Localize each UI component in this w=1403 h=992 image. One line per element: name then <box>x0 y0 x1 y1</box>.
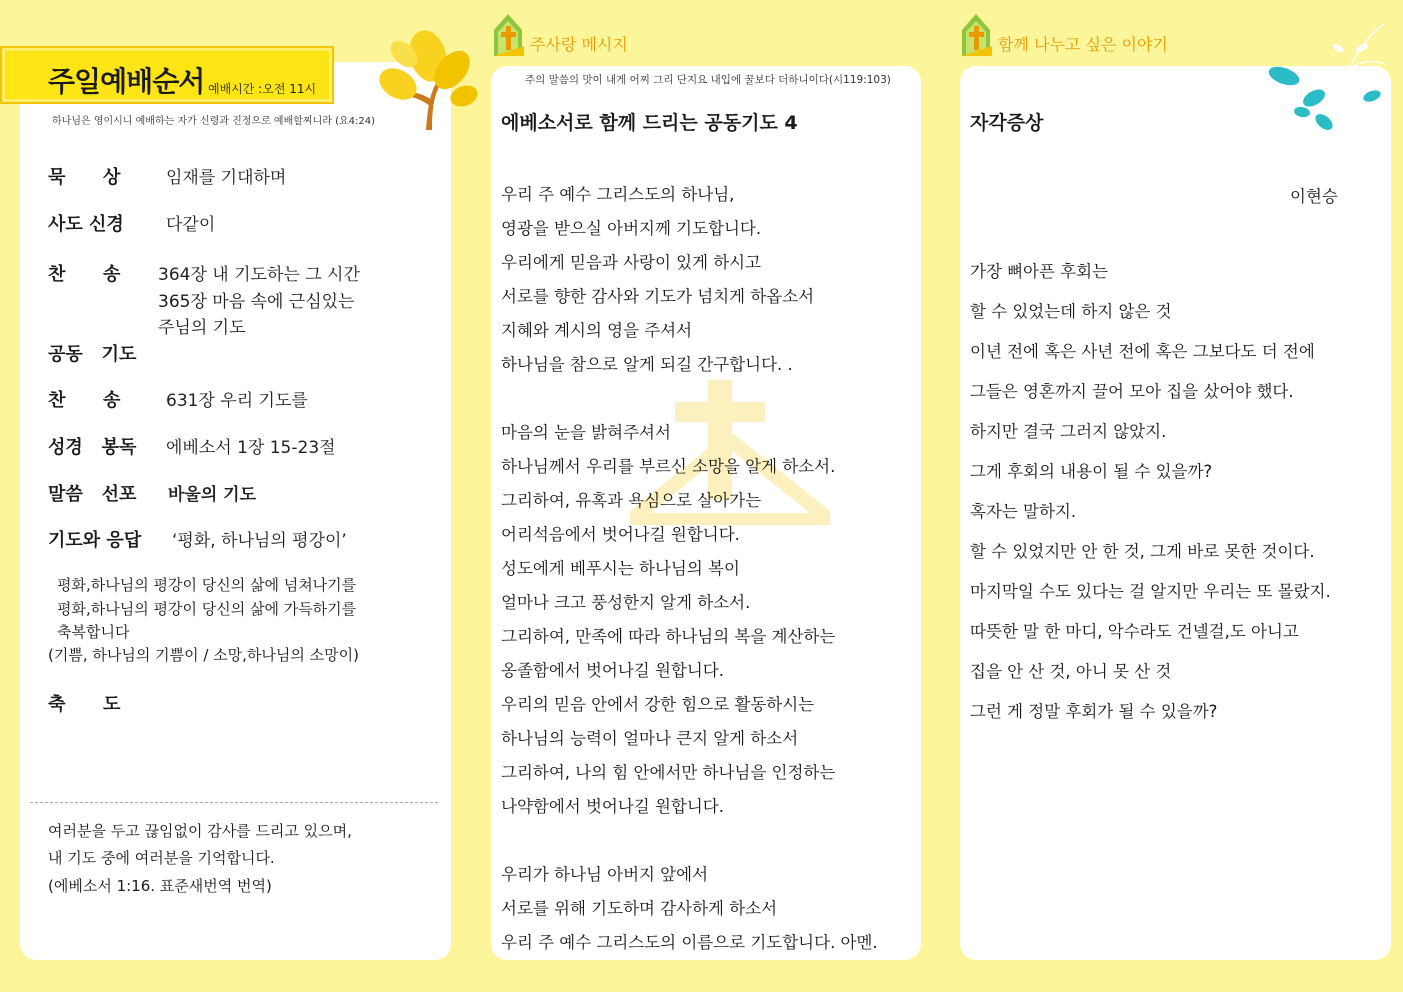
poem-line: 이년 전에 혹은 사년 전에 혹은 그보다도 더 전에 <box>970 342 1315 361</box>
header-verse: 하나님은 영이시니 예배하는 자가 신령과 진정으로 예배할찌니라 (요4:24) <box>52 116 375 127</box>
prayer-line: 지혜와 계시의 영을 주셔서 <box>501 321 693 340</box>
response-line: 평화,하나님의 평강이 당신의 삶에 넘쳐나기를 <box>57 576 357 594</box>
order-label: 축 도 <box>48 694 121 715</box>
poem-line: 그들은 영혼까지 끌어 모아 집을 샀어야 했다. <box>970 382 1294 401</box>
hymn-extra-1: 365장 마음 속에 근심있는 <box>158 292 355 312</box>
cross-logo-icon <box>960 12 994 58</box>
order-row-hymn-2 <box>48 386 308 412</box>
prayer-line: 그리하여, 유혹과 욕심으로 살아가는 <box>501 491 762 510</box>
order-value: 바울의 기도 <box>168 485 257 505</box>
section-heading-message <box>492 12 628 58</box>
prayer-line: 하나님께서 우리를 부르신 소망을 알게 하소서. <box>501 457 836 476</box>
order-label: 말씀 선포 <box>48 484 137 505</box>
prayer-line: 그리하여, 만족에 따라 하나님의 복을 계산하는 <box>501 627 836 646</box>
prayer-line: 하나님의 능력이 얼마나 큰지 알게 하소서 <box>501 729 799 748</box>
poem-line: 그게 후회의 내용이 될 수 있을까? <box>970 462 1213 481</box>
cross-logo-icon <box>492 12 526 58</box>
order-label: 성경 봉독 <box>48 437 137 458</box>
flower-deco-icon <box>1262 20 1392 132</box>
order-label: 찬 송 <box>48 264 121 285</box>
order-label: 기도와 응답 <box>48 530 142 551</box>
prayer-line: 우리 주 예수 그리스도의 이름으로 기도합니다. 아멘. <box>501 933 878 952</box>
service-time: 예배시간 :오전 11시 <box>208 82 317 96</box>
page-title: 주일예배순서 <box>48 65 205 98</box>
prayer-line: 우리 주 예수 그리스도의 하나님, <box>501 185 735 204</box>
order-row-common-prayer <box>48 340 136 366</box>
prayer-line: 성도에게 베푸시는 하나님의 복이 <box>501 559 740 578</box>
order-row-prayer-response <box>48 526 347 552</box>
section-title: 주사랑 메시지 <box>530 34 628 54</box>
poem-line: 가장 뼈아픈 후회는 <box>970 262 1109 281</box>
order-label: 묵 상 <box>48 167 121 188</box>
poem-line: 하지만 결국 그러지 않았지. <box>970 422 1167 441</box>
order-value: ‘평화, 하나님의 평강이’ <box>172 531 347 551</box>
prayer-line: 어리석음에서 벗어나길 원합니다. <box>501 525 740 544</box>
poem-line: 마지막일 수도 있다는 걸 알지만 우리는 또 몰랐지. <box>970 582 1331 601</box>
response-line: 평화,하나님의 평강이 당신의 삶에 가득하기를 <box>57 600 357 618</box>
prayer-line: 우리가 하나님 아버지 앞에서 <box>501 865 709 884</box>
message-verse: 주의 말씀의 맛이 내게 어찌 그리 단지요 내입에 꿀보다 더하니이다(시119:103) <box>525 74 891 86</box>
prayer-line: 하나님을 참으로 알게 되길 간구합니다. . <box>501 355 793 374</box>
order-row-meditation <box>48 163 286 189</box>
tree-icon <box>368 26 478 132</box>
prayer-line: 나약함에서 벗어나길 원합니다. <box>501 797 724 816</box>
order-value: 임재를 기대하며 <box>166 168 287 188</box>
section-title: 함께 나누고 싶은 이야기 <box>998 34 1168 54</box>
story-author: 이현승 <box>1290 187 1338 206</box>
poem-line: 혹자는 말하지. <box>970 502 1077 521</box>
prayer-line: 서로를 위해 기도하며 감사하게 하소서 <box>501 899 778 918</box>
order-label: 찬 송 <box>48 390 121 411</box>
prayer-line: 얼마나 크고 풍성한지 알게 하소서. <box>501 593 751 612</box>
response-line: (기쁨, 하나님의 기쁨이 / 소망,하나님의 소망이) <box>48 646 359 664</box>
prayer-line: 마음의 눈을 밝혀주셔서 <box>501 423 671 442</box>
order-row-scripture <box>48 433 336 459</box>
footer-line: 내 기도 중에 여러분을 기억합니다. <box>48 849 275 867</box>
poem-line: 할 수 있었는데 하지 않은 것 <box>970 302 1172 321</box>
section-heading-story <box>960 12 1168 58</box>
footer-line: (에베소서 1:16. 표준새번역 번역) <box>48 877 272 895</box>
footer-line: 여러분을 두고 끊임없이 감사를 드리고 있으며, <box>48 822 352 840</box>
order-label: 공동 기도 <box>48 344 137 365</box>
order-value: 다같이 <box>166 215 216 235</box>
divider <box>30 802 438 803</box>
poem-line: 할 수 있었지만 안 한 것, 그게 바로 못한 것이다. <box>970 542 1315 561</box>
prayer-line: 서로를 향한 감사와 기도가 넘치게 하옵소서 <box>501 287 815 306</box>
order-row-hymn-1 <box>48 260 360 286</box>
prayer-line: 영광을 받으실 아버지께 기도합니다. <box>501 219 762 238</box>
story-title: 자각증상 <box>970 112 1044 134</box>
prayer-line: 우리에게 믿음과 사랑이 있게 하시고 <box>501 253 762 272</box>
prayer-line: 옹졸함에서 벗어나길 원합니다. <box>501 661 724 680</box>
prayer-line: 우리의 믿음 안에서 강한 힘으로 활동하시는 <box>501 695 815 714</box>
order-row-sermon <box>48 480 256 506</box>
order-value: 631장 우리 기도를 <box>166 391 308 411</box>
prayer-line: 그리하여, 나의 힘 안에서만 하나님을 인정하는 <box>501 763 836 782</box>
order-value: 364장 내 기도하는 그 시간 <box>158 265 360 285</box>
order-row-benediction <box>48 690 120 716</box>
response-line: 축복합니다 <box>57 623 130 641</box>
message-title: 에베소서로 함께 드리는 공동기도 4 <box>501 112 798 134</box>
poem-line: 집을 안 산 것, 아니 못 산 것 <box>970 662 1172 681</box>
poem-line: 그런 게 정말 후회가 될 수 있을까? <box>970 702 1218 721</box>
order-value: 에베소서 1장 15-23절 <box>166 438 336 458</box>
order-label: 사도 신경 <box>48 214 124 235</box>
order-row-creed <box>48 210 215 236</box>
poem-line: 따뜻한 말 한 마디, 악수라도 건넬걸,도 아니고 <box>970 622 1299 641</box>
hymn-extra-2: 주님의 기도 <box>158 318 246 338</box>
